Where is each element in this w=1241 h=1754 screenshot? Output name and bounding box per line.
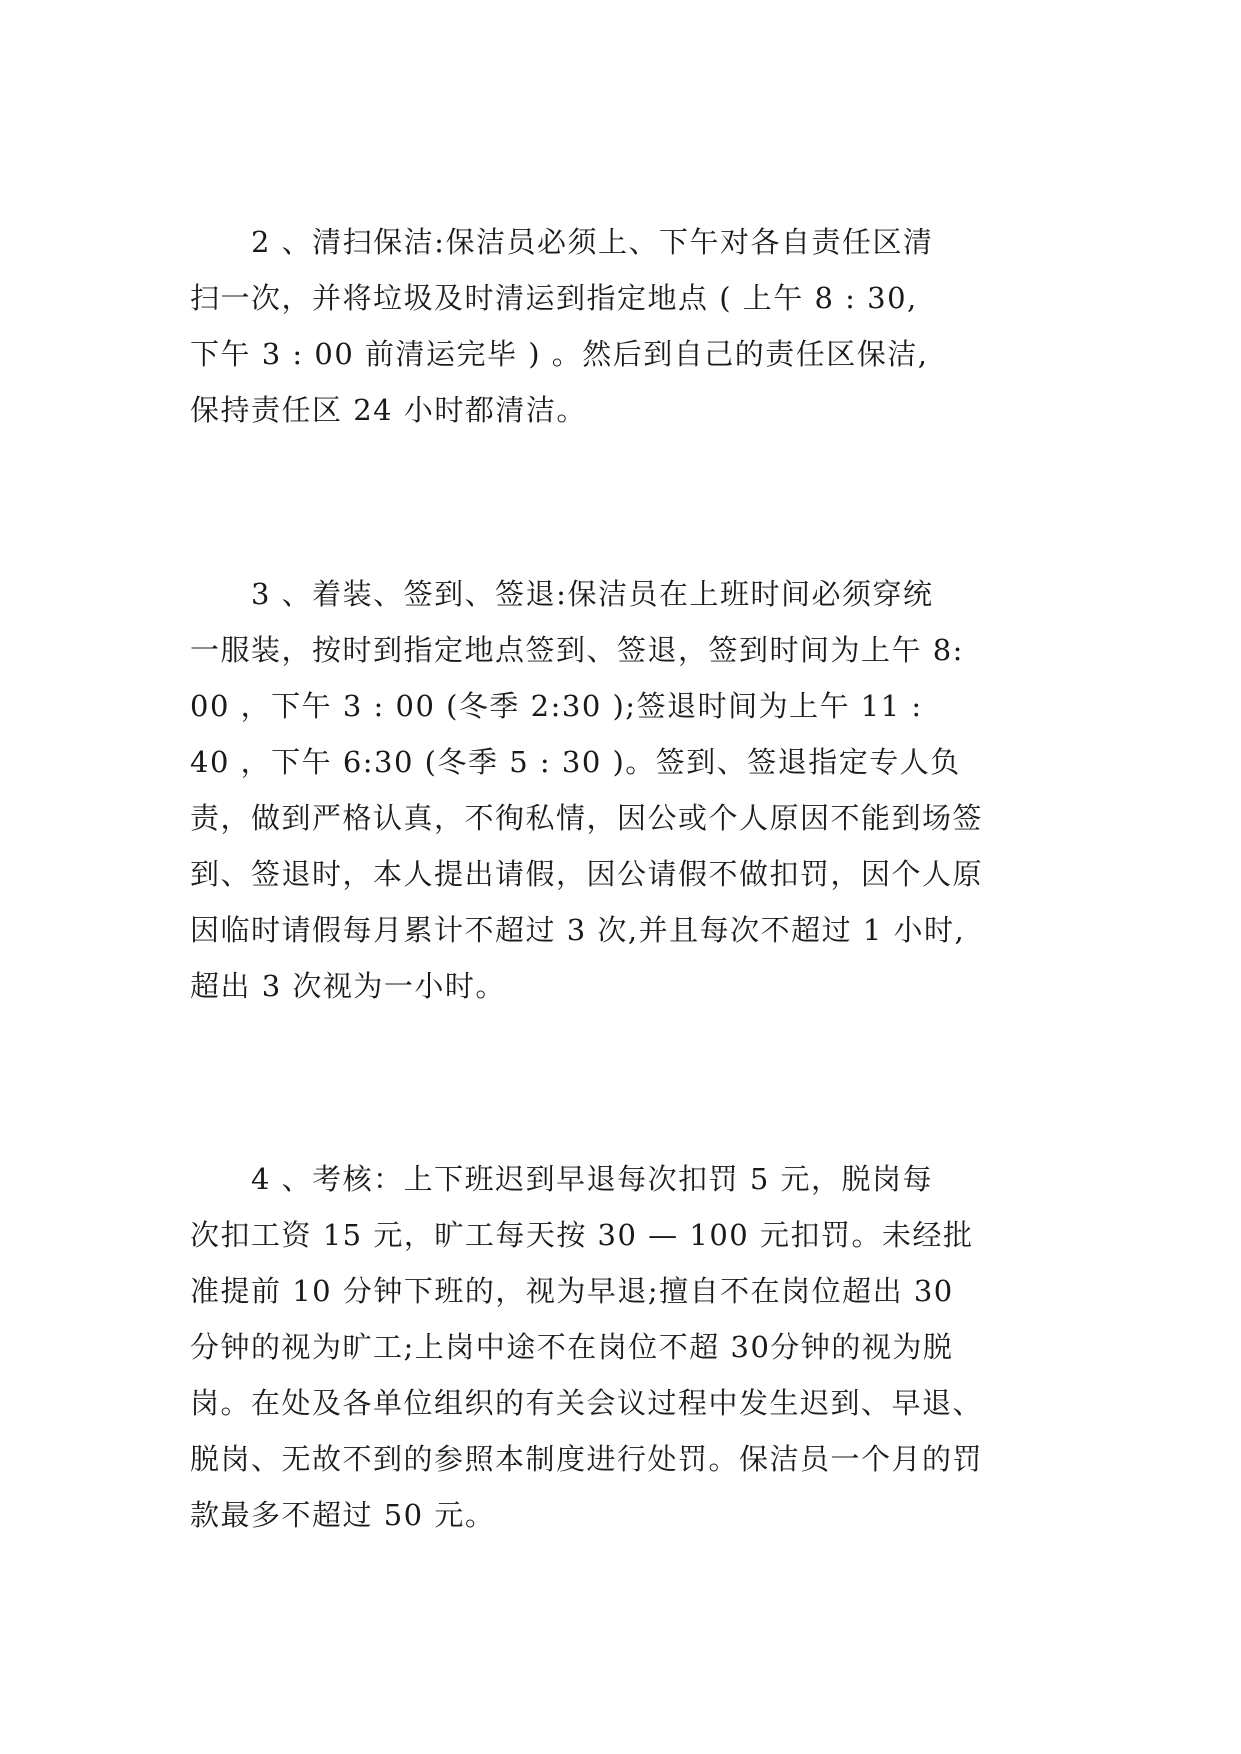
text-line: 00 ，下午 3 : 00 (冬季 2:30 );签退时间为上午 11 : [190, 689, 923, 723]
text-line: 扫一次，并将垃圾及时清运到指定地点 ( 上午 8 : 30, [190, 281, 918, 315]
text-line: 脱岗、无故不到的参照本制度进行处罚。保洁员一个月的罚 [190, 1442, 984, 1476]
text-line: 超出 3 次视为一小时。 [190, 969, 506, 1003]
text-line: 款最多不超过 50 元。 [190, 1498, 496, 1532]
paragraph-attire-signin [190, 566, 1070, 1014]
text-line: 40 ，下午 6:30 (冬季 5 : 30 )。签到、签退指定专人负 [190, 745, 961, 779]
text-line: 因临时请假每月累计不超过 3 次,并且每次不超过 1 小时, [190, 913, 966, 947]
text-line: 准提前 10 分钟下班的，视为早退;擅自不在岗位超出 30 [190, 1274, 954, 1308]
paragraph-cleaning [190, 214, 1070, 438]
text-line: 责，做到严格认真，不徇私情，因公或个人原因不能到场签 [190, 801, 984, 835]
text-line: 次扣工资 15 元，旷工每天按 30 — 100 元扣罚。未经批 [190, 1218, 974, 1252]
text-line: 4 、考核：上下班迟到早退每次扣罚 5 元，脱岗每 [190, 1162, 934, 1196]
text-line: 保持责任区 24 小时都清洁。 [190, 393, 587, 427]
text-line: 岗。在处及各单位组织的有关会议过程中发生迟到、早退、 [190, 1386, 984, 1420]
text-line: 一服装，按时到指定地点签到、签退，签到时间为上午 8: [190, 633, 964, 667]
text-line: 到、签退时，本人提出请假，因公请假不做扣罚，因个人原 [190, 857, 984, 891]
text-line: 3 、着装、签到、签退:保洁员在上班时间必须穿统 [190, 577, 934, 611]
text-line: 2 、清扫保洁:保洁员必须上、下午对各自责任区清 [190, 225, 934, 259]
paragraph-assessment [190, 1151, 1070, 1543]
text-line: 分钟的视为旷工;上岗中途不在岗位不超 30分钟的视为脱 [190, 1330, 954, 1364]
text-line: 下午 3 : 00 前清运完毕 ) 。然后到自己的责任区保洁, [190, 337, 929, 371]
